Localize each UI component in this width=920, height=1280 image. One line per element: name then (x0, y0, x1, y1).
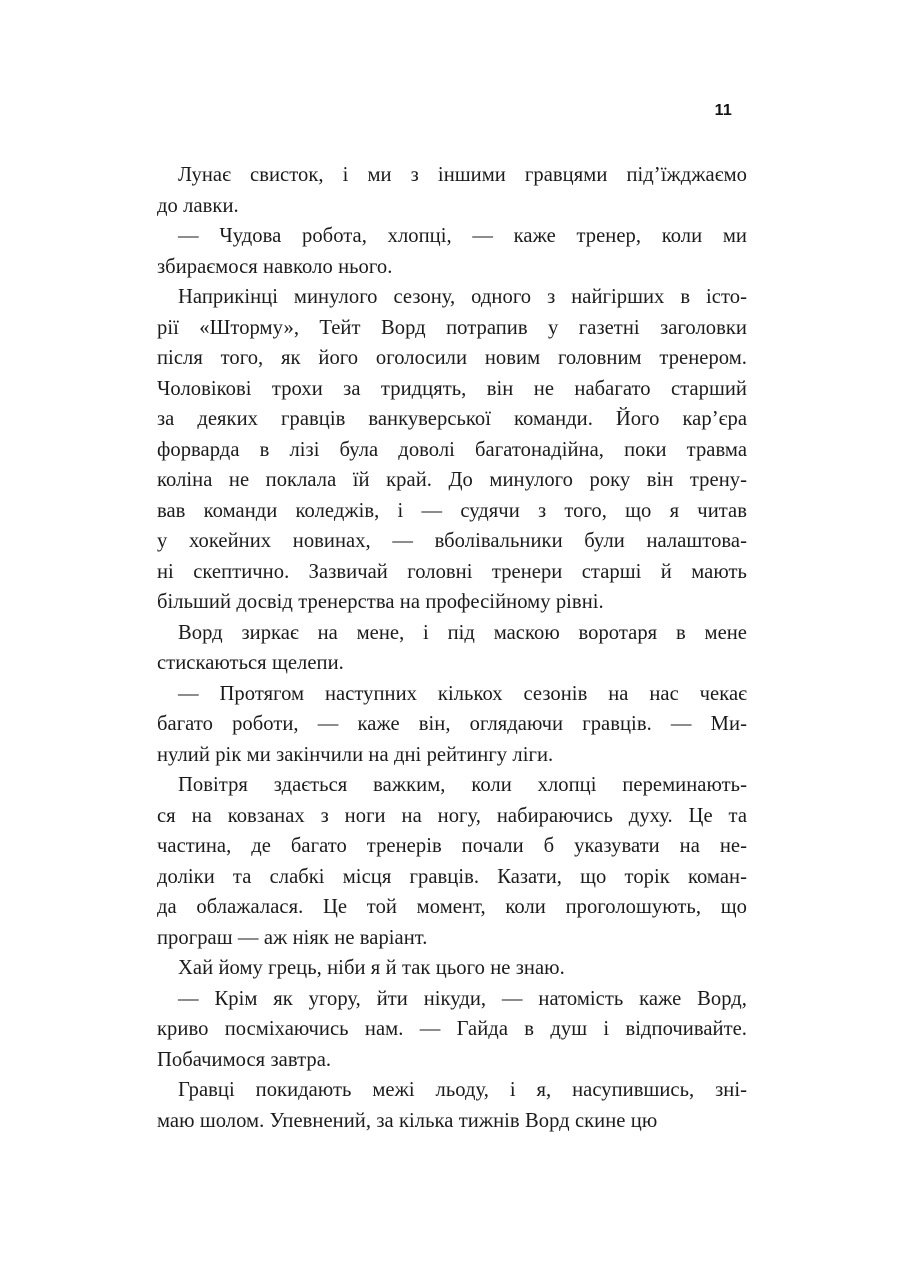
text-line: більший досвід тренерства на професійному рівні. (157, 591, 604, 613)
text-line: форварда в лізі була доволі багатонадійна, поки травма (157, 438, 747, 461)
paragraph (157, 679, 747, 771)
text-line: Наприкінці минулого сезону, одного з найгірших в істо- (178, 286, 747, 308)
paragraph (157, 221, 747, 282)
paragraph (157, 1075, 747, 1136)
text-line: ні скептично. Зазвичай головні тренери старші й мають (157, 560, 747, 583)
text-line: Лунає свисток, і ми з іншими гравцями під’їжджаємо (178, 164, 747, 186)
text-line: багато роботи, — каже він, оглядаючи гравців. — Ми- (157, 713, 747, 735)
paragraph (157, 618, 747, 679)
text-line: ся на ковзанах з ноги на ногу, набираючись духу. Це та (157, 804, 747, 827)
text-line: частина, де багато тренерів почали б указувати на не- (157, 835, 747, 857)
text-line: у хокейних новинах, — вболівальники були налаштова- (157, 530, 747, 552)
text-line: стискаються щелепи. (157, 652, 344, 674)
text-line: збираємося навколо нього. (157, 255, 393, 278)
text-line: Повітря здається важким, коли хлопці переминають- (178, 774, 747, 796)
body-text-block (157, 160, 747, 1136)
text-line: програш — аж ніяк не варіант. (157, 926, 428, 949)
text-line: криво посміхаючись нам. — Гайда в душ і відпочивайте. (157, 1018, 747, 1040)
text-line: доліки та слабкі місця гравців. Казати, що торік коман- (157, 865, 747, 888)
text-line: маю шолом. Упевнений, за кілька тижнів Ворд скине цю (157, 1109, 658, 1132)
text-line: — Крім як угору, йти нікуди, — натомість каже Ворд, (178, 987, 747, 1010)
text-line: Ворд зиркає на мене, і під маскою воротаря в мене (178, 621, 747, 644)
paragraph (157, 160, 747, 221)
paragraph (157, 953, 747, 984)
text-line: рії «Шторму», Тейт Ворд потрапив у газетні заголовки (157, 316, 747, 339)
paragraph (157, 282, 747, 618)
page-number: 11 (714, 102, 732, 119)
text-line: Хай йому грець, ніби я й так цього не знаю. (178, 957, 565, 979)
text-line: Побачимося завтра. (157, 1048, 332, 1071)
text-line: до лавки. (157, 194, 239, 217)
text-line: після того, як його оголосили новим головним тренером. (157, 347, 747, 369)
text-line: — Чудова робота, хлопці, — каже тренер, коли ми (178, 225, 747, 247)
text-line: коліна не поклала їй край. До минулого року він трену- (157, 469, 747, 491)
text-line: за деяких гравців ванкуверської команди. Його кар’єра (157, 408, 747, 430)
text-line: вав команди коледжів, і — судячи з того, що я читав (157, 499, 747, 522)
paragraph (157, 770, 747, 953)
text-line: Чоловікові трохи за тридцять, він не набагато старший (157, 377, 747, 400)
text-line: — Протягом наступних кількох сезонів на нас чекає (178, 682, 747, 705)
text-line: Гравці покидають межі льоду, і я, насупившись, зні- (178, 1079, 747, 1101)
text-line: нулий рік ми закінчили на дні рейтингу ліги. (157, 743, 554, 766)
paragraph (157, 984, 747, 1076)
text-line: да облажалася. Це той момент, коли проголошують, що (157, 896, 747, 918)
